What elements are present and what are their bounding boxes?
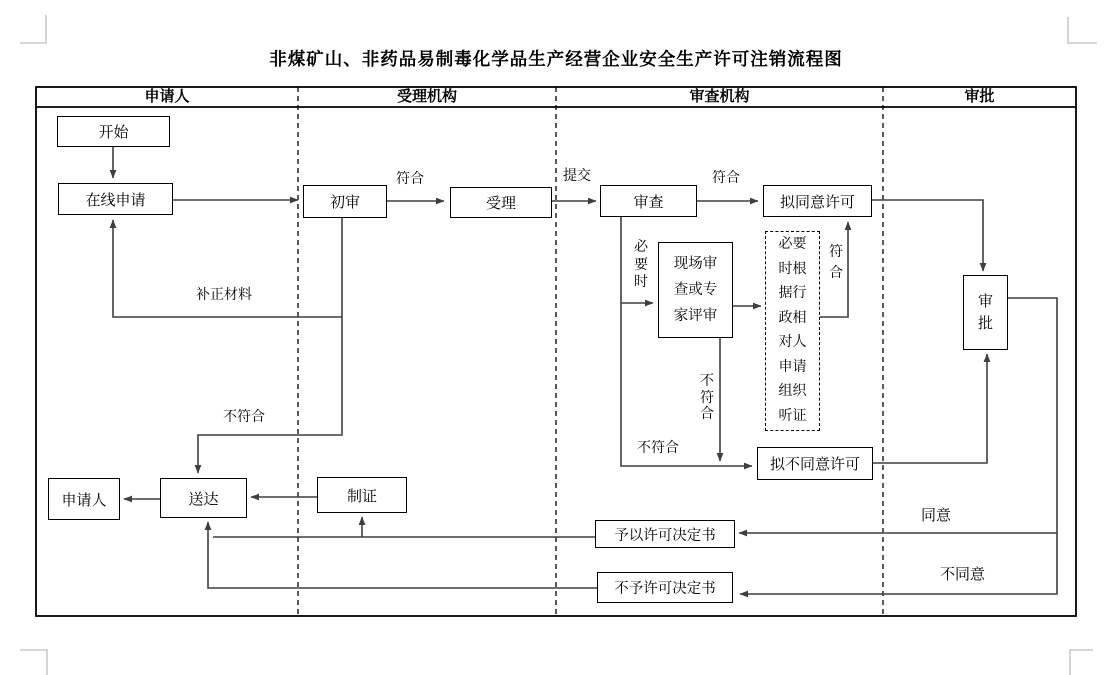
- node-online-apply: 在线申请: [58, 183, 173, 215]
- edge-label-conform-3: 符合: [829, 245, 843, 281]
- node-draft-disapprove: 拟不同意许可: [757, 447, 873, 480]
- edge-label-when-necessary: 必要时: [634, 240, 648, 290]
- node-label: 审批: [977, 293, 993, 332]
- edge-label-conform-1: 符合: [396, 172, 424, 187]
- node-grant-doc: 予以许可决定书: [595, 520, 735, 548]
- crop-mark-bottom-right: [1070, 650, 1093, 675]
- lane-header-review-agency: 审查机构: [689, 89, 750, 105]
- edge-label-submit: 提交: [563, 169, 591, 184]
- crop-mark-top-right: [1068, 17, 1097, 43]
- node-draft-approve: 拟同意许可: [763, 185, 872, 217]
- lane-header-applicant: 申请人: [144, 89, 190, 105]
- edge-label-not-conform-1: 不符合: [223, 410, 265, 425]
- node-hearing: [765, 231, 820, 431]
- node-initial-review: 初审: [303, 185, 387, 218]
- diagram-title: 非煤矿山、非药品易制毒化学品生产经营企业安全生产许可注销流程图: [269, 49, 843, 69]
- node-applicant: 申请人: [48, 478, 120, 520]
- node-accept: 受理: [450, 187, 552, 218]
- edge-label-not-conform-3: 不符合: [637, 441, 679, 456]
- node-site-review: [658, 242, 733, 338]
- node-label: 必要时根据行政相对人申请组织听证: [778, 237, 807, 424]
- crop-mark-bottom-left: [20, 650, 47, 675]
- lane-header-approval: 审批: [964, 89, 995, 105]
- node-start: 开始: [57, 116, 170, 147]
- node-make-cert: 制证: [317, 477, 407, 513]
- node-deny-doc: 不予许可决定书: [597, 572, 733, 603]
- lane-header-accepting-agency: 受理机构: [396, 89, 457, 105]
- edge-label-conform-2: 符合: [712, 171, 740, 186]
- edge-label-agree: 同意: [921, 508, 952, 524]
- node-review: 审查: [600, 185, 697, 217]
- node-label: 现场审查或专家评审: [673, 256, 718, 324]
- node-deliver: 送达: [160, 478, 247, 518]
- edge-label-not-conform-2: 不符合: [700, 374, 714, 422]
- crop-mark-top-left: [20, 15, 46, 43]
- edge-label-supplement: 补正材料: [196, 288, 252, 303]
- edge-label-disagree: 不同意: [940, 567, 986, 583]
- node-approve: [963, 275, 1008, 350]
